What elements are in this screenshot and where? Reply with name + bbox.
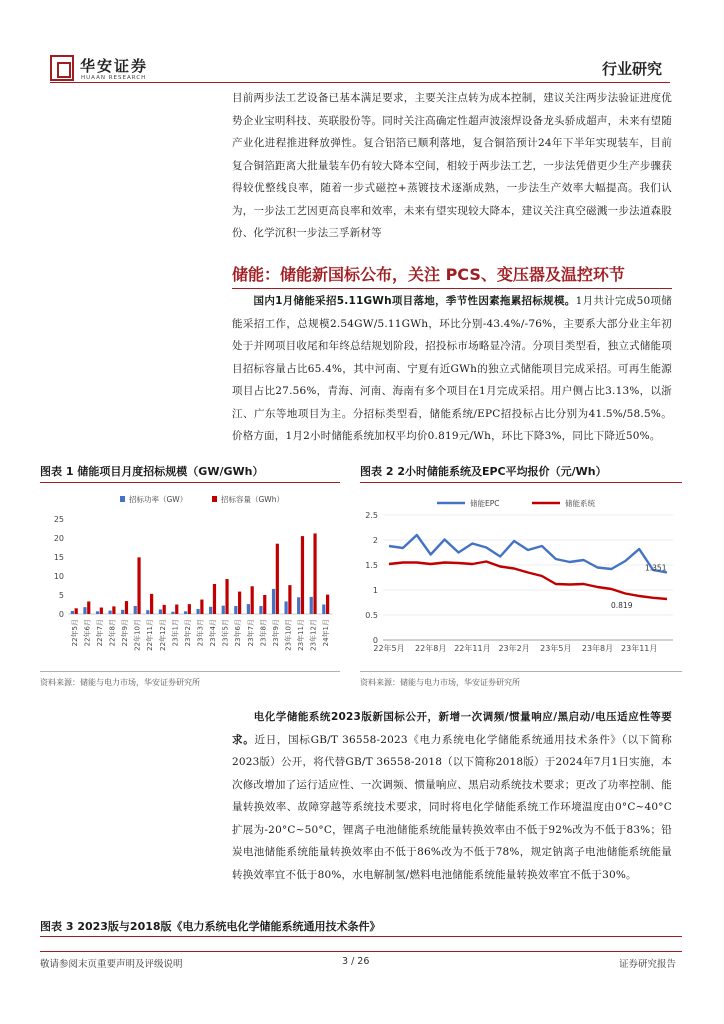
- bar: [251, 586, 254, 614]
- price-line-chart: [355, 486, 685, 668]
- figure-3-title: 图表 3 2023版与2018版《电力系统电化学储能系统通用技术条件》: [40, 920, 381, 933]
- bar: [234, 606, 237, 614]
- bar: [247, 604, 250, 614]
- y-tick-label: 5: [58, 591, 64, 600]
- logo-subtext: HUAAN RESEARCH: [81, 75, 147, 81]
- bar: [83, 607, 86, 614]
- bar: [297, 597, 300, 614]
- data-label: 0.819: [611, 601, 633, 611]
- x-tick-label: 22年11月: [454, 644, 491, 653]
- bar: [100, 608, 103, 614]
- section-divider: [232, 288, 672, 289]
- y-tick-label: 0: [58, 610, 64, 619]
- logo-seal-icon: [50, 55, 74, 81]
- bar: [238, 592, 241, 614]
- x-tick-label: 22年8月: [108, 619, 117, 647]
- figure-1-bottom-rule: [40, 671, 340, 672]
- x-tick-label: 23年8月: [259, 619, 268, 647]
- x-tick-label: 23年5月: [221, 619, 230, 647]
- data-label: 1.351: [645, 563, 667, 573]
- bar: [171, 612, 174, 614]
- bar: [163, 605, 166, 614]
- bar: [71, 611, 74, 614]
- paragraph-composite-foil: 目前两步法工艺设备已基本满足要求，主要关注点转为成本控制，建议关注两步法验证进度优势企业宝明科技、英联股份等。同时关注高确定性超声波滚焊设备龙头骄成超声，未来有望随产业化进程推进释放弹性。复合铝箔已顺利落地，复合铜箔预计24年下半年实现装车，目前复合铜箔距离大批量装车仍有较大降本空间，相较于两步法工艺，一步法凭借更少生产步骤获得较优整线良率，随着一步式磁控+蒸镀技术逐渐成熟，一步法生产效率大幅提高。我们认为，一步法工艺因更高良率和效率，未来有望实现较大降本，建议关注真空磁溅一步法道森股份、化学沉积一步法三孚新材等: [232, 92, 672, 239]
- x-tick-label: 23年2月: [498, 644, 530, 653]
- x-tick-label: 23年11月: [297, 619, 306, 651]
- series-line: [389, 562, 667, 600]
- bar: [326, 595, 329, 614]
- x-tick-label: 23年7月: [246, 619, 255, 647]
- bar: [313, 533, 316, 614]
- bar: [112, 606, 115, 614]
- bar: [159, 609, 162, 614]
- x-tick-label: 22年8月: [415, 644, 447, 653]
- footer-disclaimer: 敬请参阅末页重要声明及评级说明: [40, 959, 183, 970]
- x-tick-label: 24年1月: [322, 619, 331, 647]
- paragraph-lead: 电化学储能系统2023版新国标公开，新增一次调频/惯量响应/黑启动/电压适应性等要求。: [232, 711, 672, 746]
- y-tick-label: 20: [53, 534, 64, 543]
- y-tick-label: 25: [53, 515, 64, 524]
- y-tick-label: 10: [53, 572, 64, 581]
- bar: [75, 608, 78, 614]
- x-tick-label: 23年8月: [581, 644, 614, 653]
- x-tick-label: 23年5月: [540, 644, 572, 653]
- y-tick-label: 0.5: [365, 611, 378, 620]
- bar: [259, 606, 262, 614]
- y-tick-label: 1.5: [365, 561, 378, 570]
- report-category: 行业研究: [601, 60, 662, 78]
- y-tick-label: 2: [372, 536, 378, 545]
- legend-label: 储能EPC: [470, 499, 500, 508]
- bar: [209, 607, 212, 614]
- x-tick-label: 23年1月: [171, 619, 180, 647]
- legend-swatch: [120, 496, 125, 502]
- figure-2-bottom-rule: [360, 671, 682, 672]
- x-tick-label: 22年7月: [95, 619, 104, 647]
- x-tick-label: 22年6月: [83, 619, 92, 647]
- figure-3-rule: [40, 936, 682, 937]
- paragraph-storage-tender: [232, 290, 672, 448]
- figure-2-source: 资料来源：储能与电力市场，华安证券研究所: [360, 678, 520, 687]
- paragraph-body: 近日，国标GB/T 36558-2023《电力系统电化学储能系统通用技术条件》（以下简称2023版）公开，将代替GB/T 36558-2018（以下简称2018版）于2024年7月1日实施，本次修改增加了运行适应性、一次调频、惯量响应、黑启动系统技术要求；更改了功率控制、能量转换效率、故障穿越等系统技术要求，同时将电化学储能系统工作环境温度由0°C~40°C扩展为-20°C~50°C，锂离子电池储能系统能量转换效率由不低于92%改为不低于83%；铅炭电池储能系统能量转换效率由不低于86%改为不低于78%，规定钠离子电池储能系统能量转换效率宜不低于80%，水电解制氢/燃料电池储能系统能量转换效率宜不低于30%。: [232, 733, 673, 881]
- x-tick-label: 23年2月: [183, 619, 192, 647]
- y-tick-label: 0: [372, 636, 378, 645]
- legend-label: 储能系统: [565, 499, 595, 508]
- x-tick-label: 23年6月: [234, 619, 243, 647]
- y-tick-label: 1: [372, 586, 378, 595]
- tender-volume-bar-chart: [40, 486, 340, 668]
- bar: [146, 610, 149, 614]
- bar: [200, 600, 203, 614]
- x-tick-label: 22年9月: [121, 619, 130, 647]
- series-line: [389, 535, 667, 573]
- bar: [150, 594, 153, 614]
- bar: [225, 579, 228, 614]
- x-tick-label: 23年4月: [209, 619, 218, 647]
- bar: [322, 605, 325, 615]
- bar: [263, 595, 266, 614]
- bar: [175, 605, 178, 615]
- bar: [134, 606, 137, 614]
- paragraph-new-standard: [232, 706, 672, 886]
- bar: [301, 536, 304, 614]
- figure-2-title: 图表 2 2小时储能系统及EPC平均报价（元/Wh）: [360, 465, 607, 478]
- x-tick-label: 22年11月: [146, 619, 155, 651]
- bar: [285, 601, 288, 614]
- footer-divider: [40, 951, 682, 952]
- section-title: 储能：储能新国标公布，关注 PCS、变压器及温控环节: [232, 265, 625, 284]
- paragraph-body: 1月共计完成50项储能采招工作，总规模2.54GW/5.11GWh，环比分别-43.4%/-76%，主要系大部分业主年初处于并网项目收尾和年终总结规划阶段，招投标市场略显冷清。分项目类型看，独立式储能项目招标容量占比65.4%，其中河南、宁夏有近GWh的独立式储能项目完成采招。可再生能源项目占比27.56%，青海、河南、海南有多个项目在1月完成采招。用户侧占比3.13%，以浙江、广东等地项目为主。分招标类型看，储能系统/EPC招投标占比分别为41.5%/58.5%。价格方面，1月2小时储能系统加权平均价0.819元/Wh，环比下降3%，同比下降近50%。: [232, 295, 672, 442]
- paragraph-lead: 国内1月储能采招5.11GWh项目落地，季节性因素拖累招标规模。: [253, 295, 576, 307]
- x-tick-label: 22年5月: [373, 644, 405, 653]
- bar: [213, 584, 216, 614]
- logo-text: 华安证券: [80, 57, 149, 75]
- x-tick-label: 22年10月: [133, 619, 142, 651]
- bar: [87, 601, 90, 614]
- bar: [197, 609, 200, 614]
- bar: [109, 611, 112, 614]
- legend-label: 招标功率（GW）: [129, 495, 188, 504]
- bar: [288, 585, 291, 614]
- figure-2-rule: [360, 482, 682, 483]
- x-tick-label: 23年9月: [271, 619, 280, 647]
- bar: [222, 606, 225, 614]
- bar: [125, 601, 128, 614]
- bar: [137, 557, 140, 614]
- figure-1-source: 资料来源：储能与电力市场，华安证券研究所: [40, 678, 200, 687]
- x-tick-label: 23年3月: [196, 619, 205, 647]
- bar: [121, 610, 124, 614]
- bar: [272, 589, 275, 614]
- footer-report-type: 证券研究报告: [618, 959, 676, 970]
- legend-swatch: [212, 496, 217, 502]
- bar: [310, 597, 313, 614]
- y-tick-label: 15: [53, 553, 64, 562]
- y-tick-label: 2.5: [365, 511, 378, 520]
- bar: [96, 611, 99, 614]
- x-tick-label: 23年10月: [284, 619, 293, 651]
- page-number: 3 / 26: [342, 956, 370, 967]
- legend-label: 招标容量（GWh）: [221, 495, 284, 504]
- x-tick-label: 22年12月: [158, 619, 167, 651]
- bar: [188, 604, 191, 614]
- bar: [184, 611, 187, 614]
- header-divider: [50, 82, 670, 83]
- x-tick-label: 23年11月: [621, 644, 658, 653]
- figure-1-title: 图表 1 储能项目月度招标规模（GW/GWh）: [40, 465, 264, 478]
- bar: [276, 544, 279, 614]
- x-tick-label: 23年12月: [309, 619, 318, 651]
- x-tick-label: 22年5月: [70, 619, 79, 647]
- figure-1-rule: [40, 482, 340, 483]
